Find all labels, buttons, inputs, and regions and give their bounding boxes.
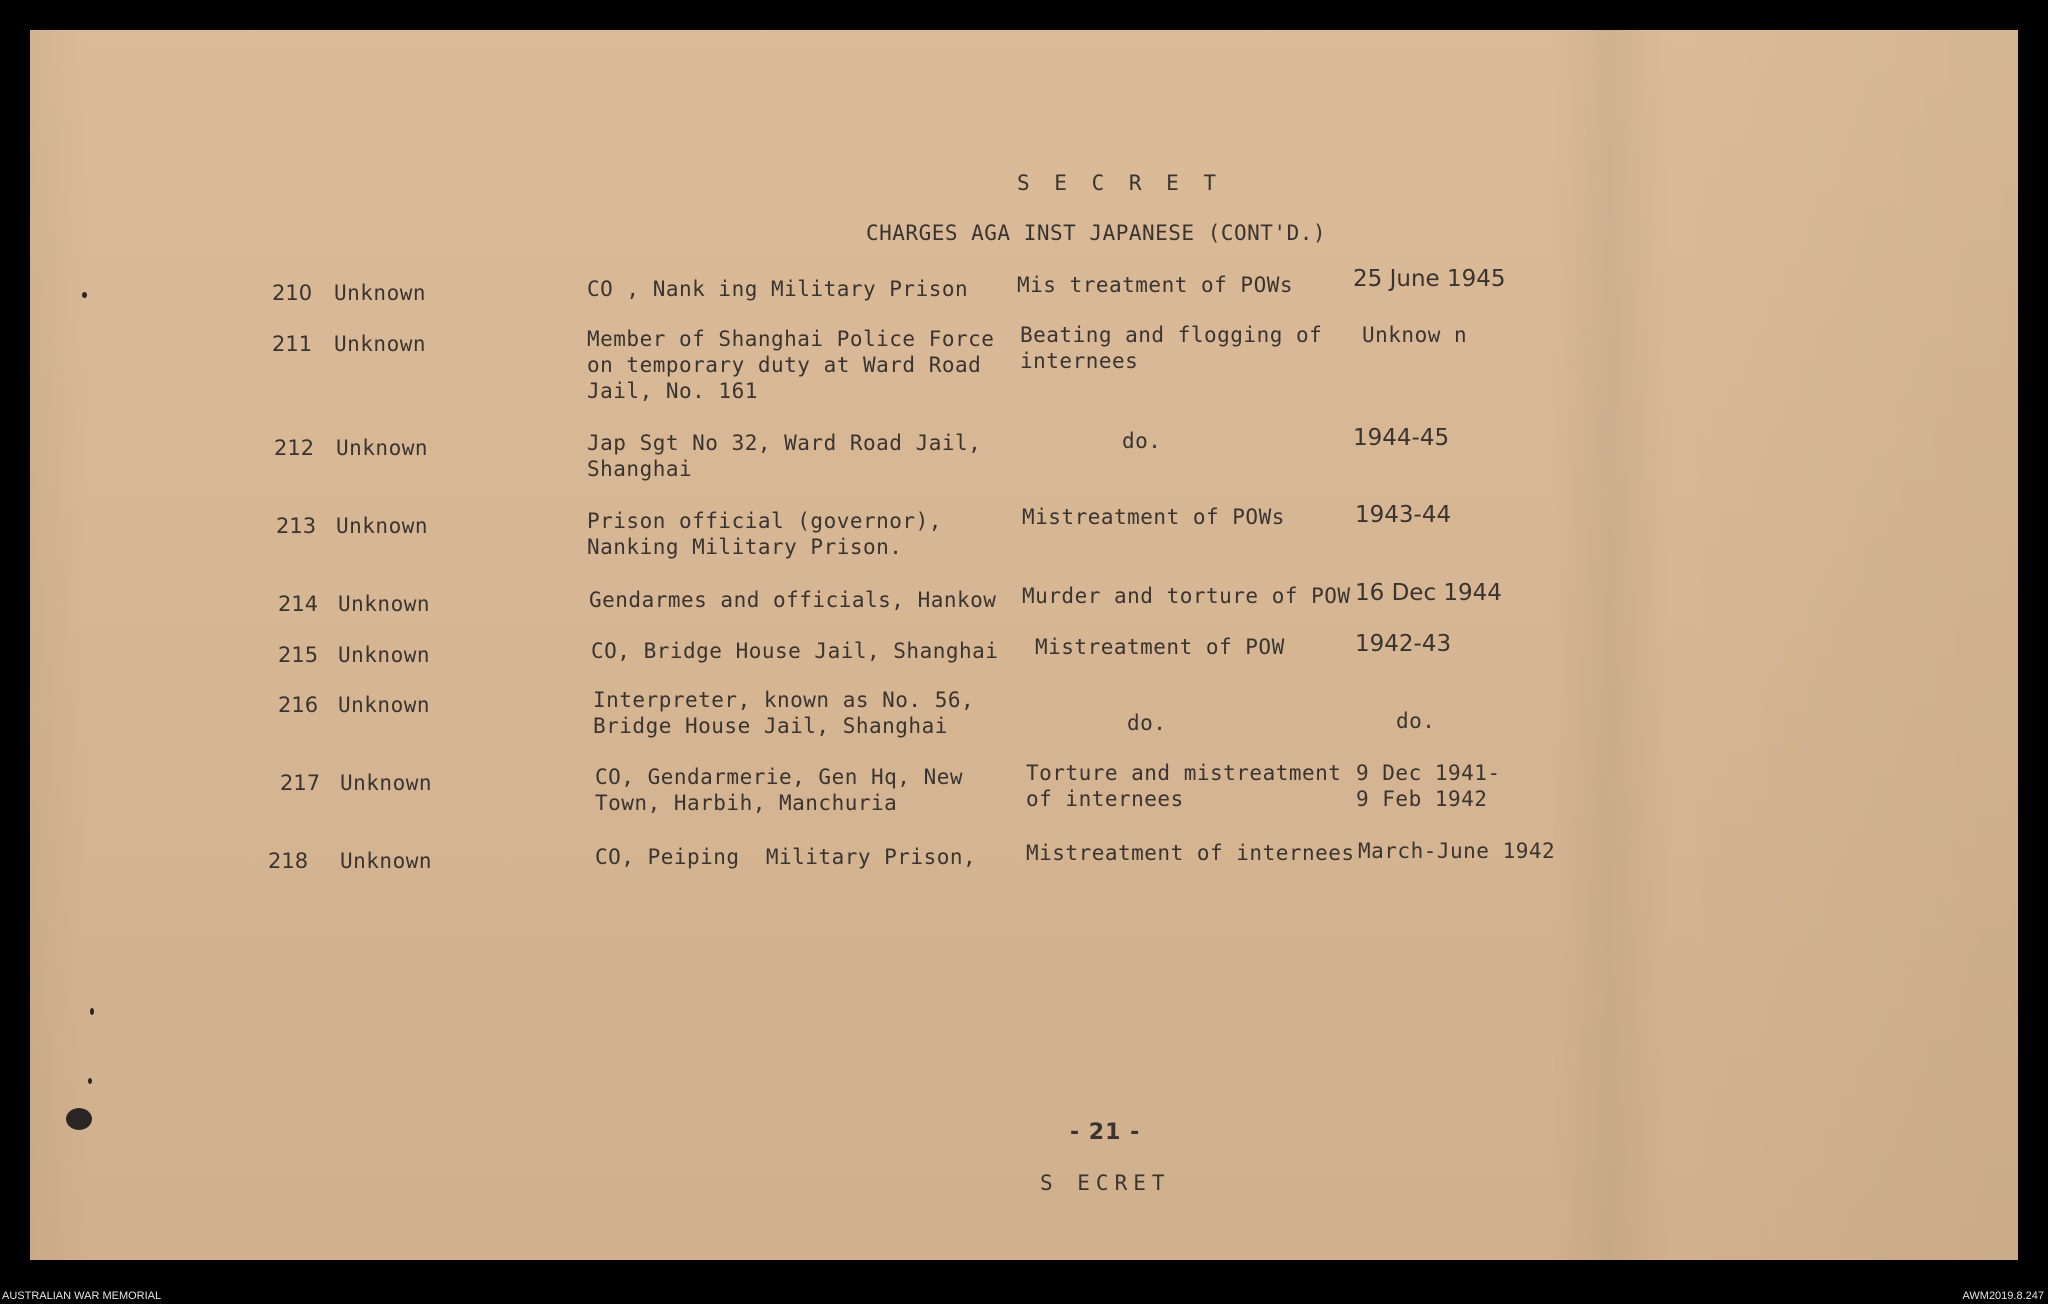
row-210-name: Unknown <box>334 281 427 305</box>
row-215-date: 1942-43 <box>1355 631 1452 657</box>
ink-spot <box>66 1108 92 1130</box>
row-217-date: 9 Dec 1941- 9 Feb 1942 <box>1356 761 1501 811</box>
ink-speck <box>88 1078 92 1084</box>
row-212-date: 1944-45 <box>1353 425 1450 451</box>
row-213-desc: Prison official (governor), Nanking Military Prison. <box>587 509 942 559</box>
row-216-name: Unknown <box>338 693 431 717</box>
row-214-date: 16 Dec 1944 <box>1355 580 1502 606</box>
row-210-desc: CO , Nank ing Military Prison <box>587 277 969 301</box>
row-218-date: March-June 1942 <box>1358 839 1556 863</box>
row-210-date: 25 June 1945 <box>1353 266 1506 292</box>
row-213-charge: Mistreatment of POWs <box>1022 505 1285 529</box>
page-number: - 21 - <box>1070 1120 1141 1145</box>
row-211-name: Unknown <box>334 332 427 356</box>
row-215-charge: Mistreatment of POW <box>1035 635 1285 659</box>
row-212-charge: do. <box>1122 429 1162 453</box>
row-215-desc: CO, Bridge House Jail, Shanghai <box>591 639 999 663</box>
row-210-charge: Mis treatment of POWs <box>1017 273 1294 297</box>
ink-speck <box>82 292 87 298</box>
row-217-no: 217 <box>280 771 321 795</box>
row-216-desc: Interpreter, known as No. 56, Bridge House Jail, Shanghai <box>593 688 975 738</box>
row-218-charge: Mistreatment of internees <box>1026 841 1355 865</box>
row-214-no: 214 <box>278 592 319 616</box>
row-214-charge: Murder and torture of POW <box>1022 584 1351 608</box>
row-211-charge: Beating and flogging of internees <box>1020 323 1323 373</box>
row-213-date: 1943-44 <box>1355 502 1452 528</box>
row-218-no: 218 <box>268 849 309 873</box>
row-212-name: Unknown <box>336 436 429 460</box>
row-215-name: Unknown <box>338 643 431 667</box>
document-page <box>30 30 2018 1260</box>
row-211-date: Unknow n <box>1362 323 1468 347</box>
row-214-name: Unknown <box>338 592 431 616</box>
row-217-charge: Torture and mistreatment of internees <box>1026 761 1342 811</box>
row-216-date: do. <box>1396 709 1436 733</box>
row-214-desc: Gendarmes and officials, Hankow <box>589 588 997 612</box>
row-215-no: 215 <box>278 643 319 667</box>
secret-header: S E C R E T <box>1017 171 1223 195</box>
row-216-no: 216 <box>278 693 319 717</box>
row-211-desc: Member of Shanghai Police Force on temporary duty at Ward Road Jail, No. 161 <box>587 327 995 403</box>
row-211-no: 211 <box>272 332 313 356</box>
row-213-no: 213 <box>276 514 317 538</box>
row-213-name: Unknown <box>336 514 429 538</box>
row-218-name: Unknown <box>340 849 433 873</box>
row-217-desc: CO, Gendarmerie, Gen Hq, New Town, Harbih, Manchuria <box>595 765 964 815</box>
secret-footer: S ECRET <box>1040 1171 1171 1195</box>
row-216-charge: do. <box>1127 711 1167 735</box>
row-218-desc: CO, Peiping Military Prison, <box>595 845 977 869</box>
archive-label-left: AUSTRALIAN WAR MEMORIAL <box>2 1290 162 1302</box>
archive-label-right: AWM2019.8.247 <box>1962 1290 2044 1302</box>
row-212-no: 212 <box>274 436 315 460</box>
row-210-no: 210 <box>272 281 313 305</box>
document-title: CHARGES AGA INST JAPANESE (CONT'D.) <box>866 221 1327 245</box>
row-212-desc: Jap Sgt No 32, Ward Road Jail, Shanghai <box>587 431 982 481</box>
ink-speck <box>90 1008 94 1015</box>
row-217-name: Unknown <box>340 771 433 795</box>
